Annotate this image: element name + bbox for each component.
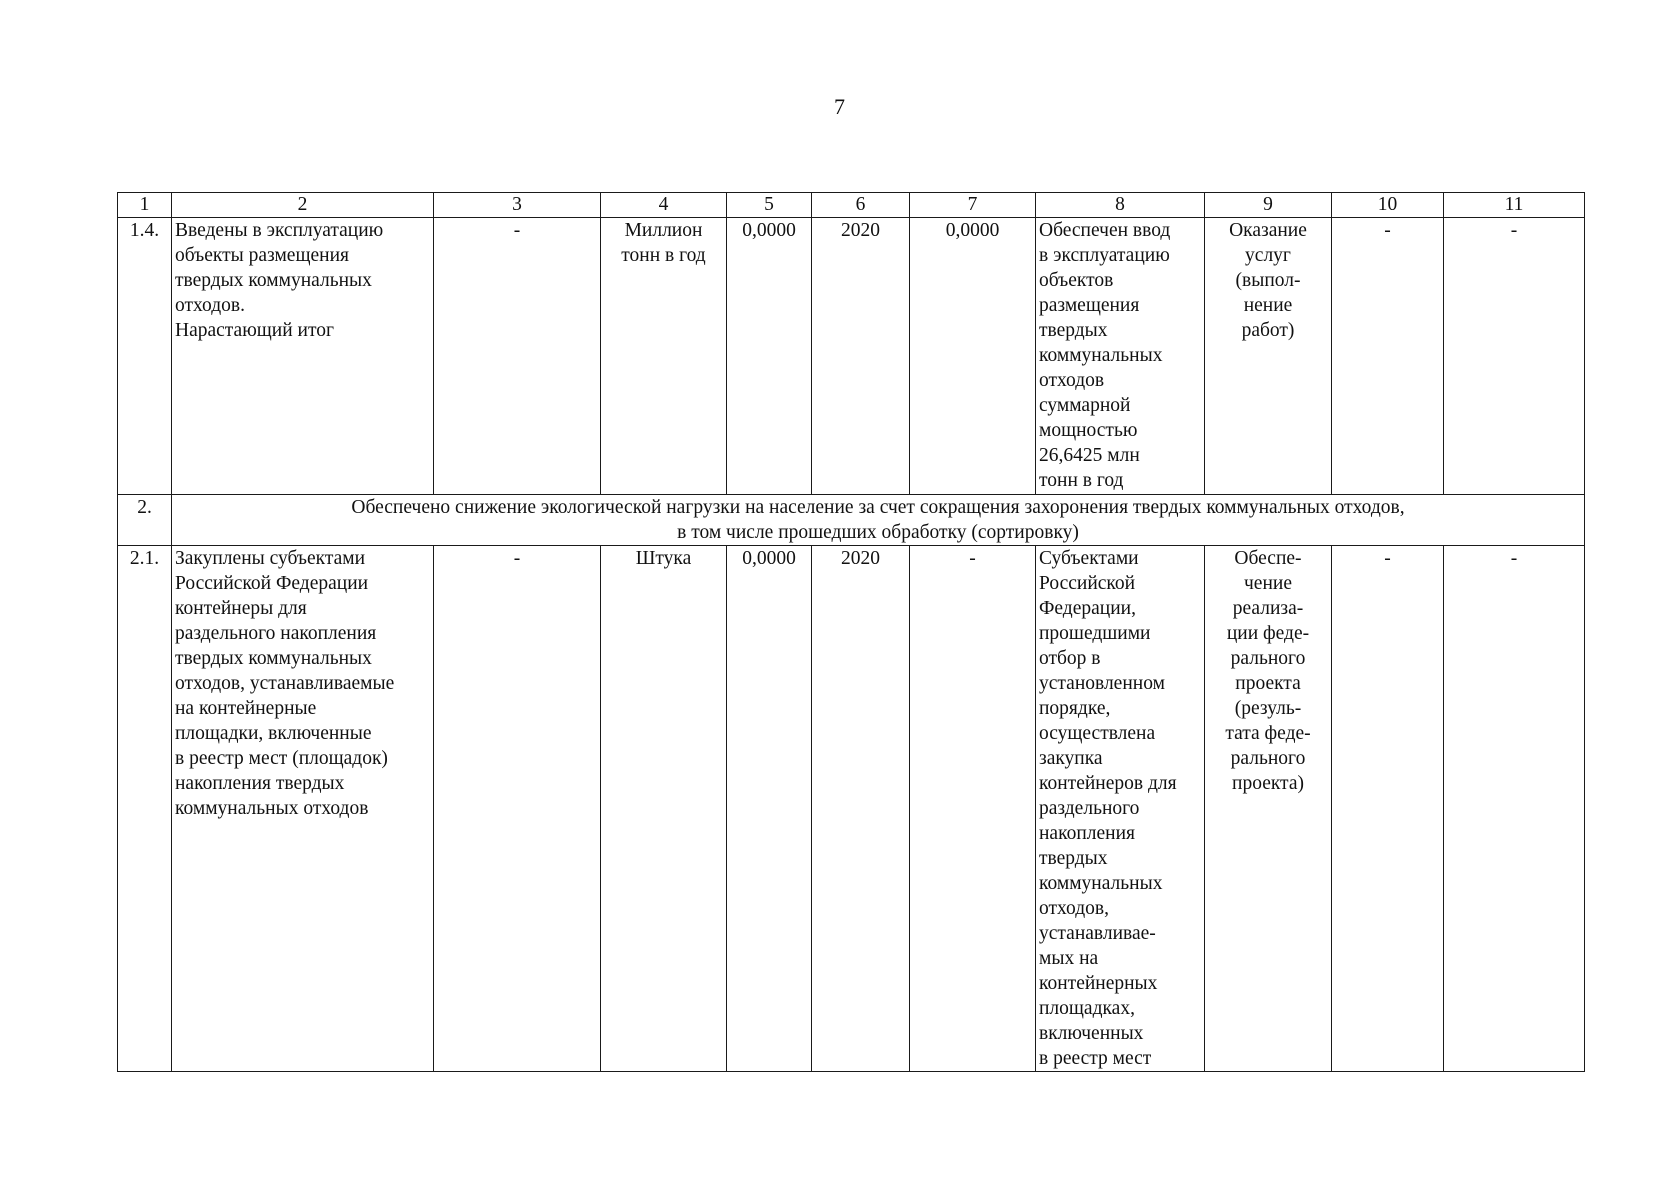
column-number: 11 xyxy=(1444,193,1585,218)
unit-of-measure: Штука xyxy=(601,546,727,1072)
result-name: Введены в эксплуатацию объекты размещения твердых коммунальных отходов. Нарастающий итог xyxy=(172,218,434,495)
cell-col-11: - xyxy=(1444,546,1585,1072)
column-number-row xyxy=(118,193,1585,218)
cell-col-3: - xyxy=(434,546,601,1072)
column-number: 7 xyxy=(910,193,1036,218)
cell-col-7: 0,0000 xyxy=(910,218,1036,495)
unit-of-measure: Миллион тонн в год xyxy=(601,218,727,495)
column-number: 2 xyxy=(172,193,434,218)
column-number: 6 xyxy=(812,193,910,218)
section-title: Обеспечено снижение экологической нагрузки на население за счет сокращения захоронения твердых коммунальных отходов, в том числе прошедших обработку (сортировку) xyxy=(172,495,1585,546)
result-characteristic: Обеспечен ввод в эксплуатацию объектов размещения твердых коммунальных отходов суммарной мощностью 26,6425 млн тонн в год xyxy=(1036,218,1205,495)
result-name: Закуплены субъектами Российской Федерации контейнеры для раздельного накопления твердых коммунальных отходов, устанавливаемые на контейнерные площадки, включенные в реестр мест (площадок) накопления твердых коммунальных отходов xyxy=(172,546,434,1072)
column-number: 10 xyxy=(1332,193,1444,218)
column-number: 3 xyxy=(434,193,601,218)
section-row xyxy=(118,495,1585,546)
column-number: 5 xyxy=(727,193,812,218)
column-number: 1 xyxy=(118,193,172,218)
row-number: 2.1. xyxy=(118,546,172,1072)
table-row xyxy=(118,546,1585,1072)
base-year: 2020 xyxy=(812,218,910,495)
cell-col-7: - xyxy=(910,546,1036,1072)
row-number: 1.4. xyxy=(118,218,172,495)
column-number: 4 xyxy=(601,193,727,218)
section-number: 2. xyxy=(118,495,172,546)
results-table xyxy=(117,192,1585,1072)
cell-col-11: - xyxy=(1444,218,1585,495)
table-row xyxy=(118,218,1585,495)
cell-col-10: - xyxy=(1332,546,1444,1072)
cell-col-3: - xyxy=(434,218,601,495)
result-type: Обеспе- чение реализа- ции феде- рального проекта (резуль- тата феде- рального проекта) xyxy=(1205,546,1332,1072)
base-value: 0,0000 xyxy=(727,218,812,495)
base-value: 0,0000 xyxy=(727,546,812,1072)
base-year: 2020 xyxy=(812,546,910,1072)
column-number: 9 xyxy=(1205,193,1332,218)
cell-col-10: - xyxy=(1332,218,1444,495)
page-number: 7 xyxy=(834,94,845,119)
result-type: Оказание услуг (выпол- нение работ) xyxy=(1205,218,1332,495)
column-number: 8 xyxy=(1036,193,1205,218)
result-characteristic: Субъектами Российской Федерации, прошедшими отбор в установленном порядке, осуществлена закупка контейнеров для раздельного накопления твердых коммунальных отходов, устанавливае- мых на контейнерных площадках, включенных в реестр мест xyxy=(1036,546,1205,1072)
